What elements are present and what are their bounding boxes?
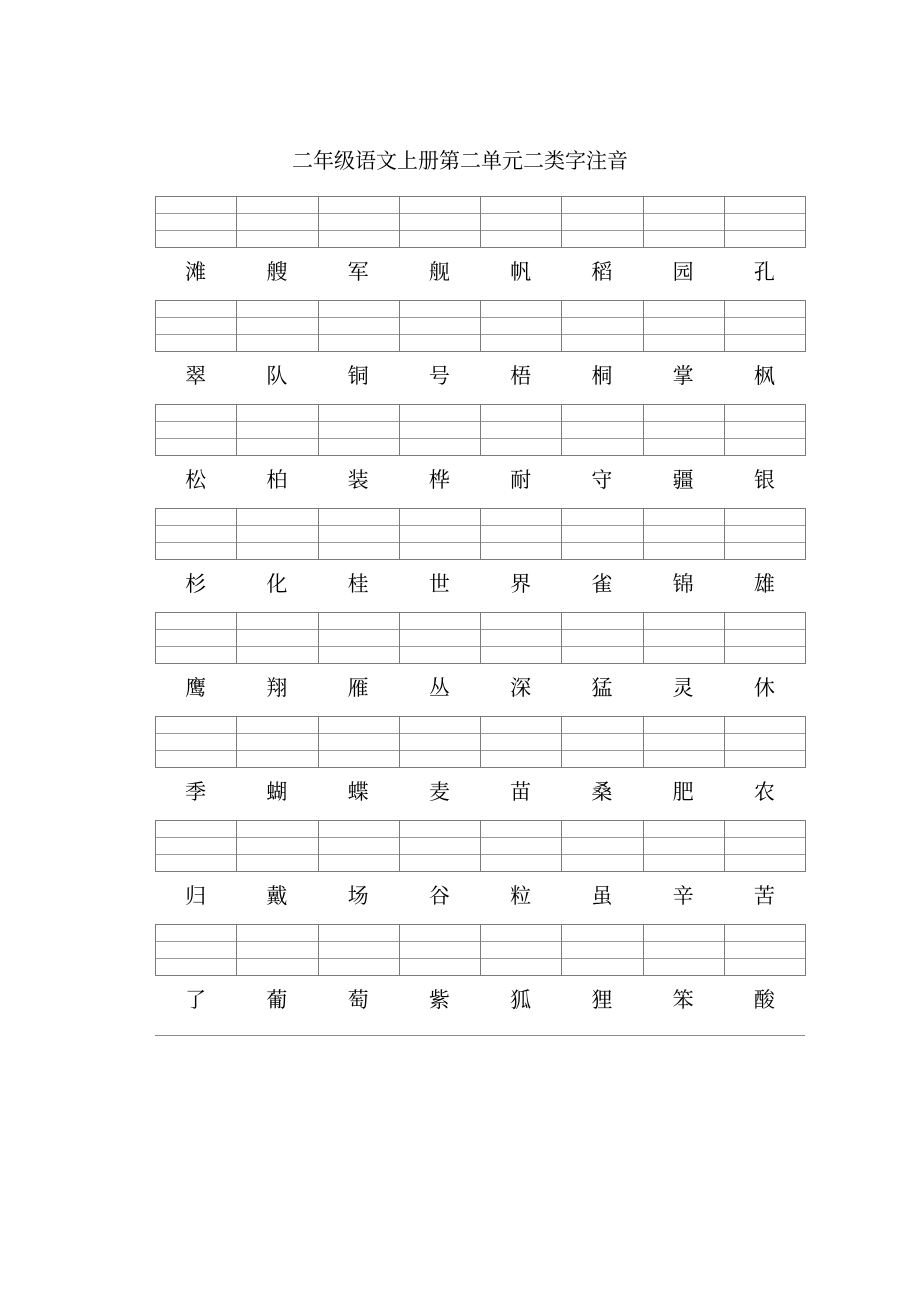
pinyin-box[interactable] — [725, 717, 805, 767]
guide-line — [400, 958, 480, 959]
bottom-divider — [155, 1035, 805, 1036]
guide-line — [562, 317, 642, 318]
guide-line — [644, 317, 724, 318]
guide-line — [725, 854, 805, 855]
hanzi-character: 银 — [753, 468, 775, 492]
pinyin-box[interactable] — [644, 925, 725, 975]
guide-line — [644, 733, 724, 734]
guide-line — [400, 854, 480, 855]
hanzi-character: 孔 — [753, 260, 775, 284]
guide-line — [400, 213, 480, 214]
hanzi-character: 归 — [185, 884, 207, 908]
hanzi-character: 队 — [266, 364, 288, 388]
guide-line — [319, 837, 399, 838]
hanzi-character: 丛 — [428, 676, 450, 700]
hanzi-character: 守 — [591, 468, 613, 492]
guide-line — [481, 854, 561, 855]
guide-line — [319, 646, 399, 647]
pinyin-box[interactable] — [725, 613, 805, 663]
guide-line — [400, 421, 480, 422]
guide-line — [237, 542, 317, 543]
guide-line — [562, 525, 642, 526]
guide-line — [481, 958, 561, 959]
guide-line — [319, 733, 399, 734]
hanzi-character: 化 — [266, 572, 288, 596]
pinyin-box[interactable] — [400, 301, 481, 351]
guide-line — [237, 334, 317, 335]
hanzi-character: 梧 — [510, 364, 532, 388]
pinyin-box[interactable] — [725, 821, 805, 871]
guide-line — [481, 750, 561, 751]
guide-line — [156, 854, 236, 855]
hanzi-character: 雄 — [753, 572, 775, 596]
guide-line — [481, 421, 561, 422]
hanzi-character: 狸 — [591, 988, 613, 1012]
guide-line — [156, 438, 236, 439]
guide-line — [562, 854, 642, 855]
guide-line — [237, 941, 317, 942]
hanzi-character: 翔 — [266, 676, 288, 700]
guide-line — [725, 629, 805, 630]
worksheet — [155, 196, 805, 1028]
hanzi-character: 园 — [672, 260, 694, 284]
pinyin-box[interactable] — [725, 301, 805, 351]
pinyin-writing-grid — [155, 612, 806, 664]
guide-line — [644, 750, 724, 751]
guide-line — [156, 733, 236, 734]
guide-line — [725, 958, 805, 959]
exercise-row — [155, 924, 805, 1028]
hanzi-character: 深 — [510, 676, 532, 700]
guide-line — [562, 629, 642, 630]
pinyin-box[interactable] — [562, 925, 643, 975]
pinyin-box[interactable] — [237, 925, 318, 975]
guide-line — [481, 941, 561, 942]
pinyin-box[interactable] — [644, 613, 725, 663]
guide-line — [156, 750, 236, 751]
pinyin-box[interactable] — [481, 717, 562, 767]
pinyin-box[interactable] — [644, 301, 725, 351]
guide-line — [725, 525, 805, 526]
guide-line — [400, 629, 480, 630]
guide-line — [562, 334, 642, 335]
pinyin-box[interactable] — [156, 405, 237, 455]
guide-line — [481, 733, 561, 734]
pinyin-box[interactable] — [319, 405, 400, 455]
pinyin-box[interactable] — [562, 509, 643, 559]
guide-line — [481, 837, 561, 838]
guide-line — [725, 733, 805, 734]
guide-line — [400, 750, 480, 751]
guide-line — [156, 958, 236, 959]
guide-line — [237, 438, 317, 439]
guide-line — [644, 854, 724, 855]
hanzi-character: 翠 — [185, 364, 207, 388]
hanzi-character: 掌 — [672, 364, 694, 388]
guide-line — [481, 317, 561, 318]
pinyin-box[interactable] — [156, 301, 237, 351]
guide-line — [481, 213, 561, 214]
guide-line — [481, 542, 561, 543]
pinyin-writing-grid — [155, 924, 806, 976]
guide-line — [725, 438, 805, 439]
guide-line — [237, 230, 317, 231]
hanzi-character: 谷 — [428, 884, 450, 908]
exercise-row — [155, 404, 805, 508]
guide-line — [319, 542, 399, 543]
pinyin-box[interactable] — [481, 405, 562, 455]
hanzi-character: 柏 — [266, 468, 288, 492]
pinyin-box[interactable] — [237, 821, 318, 871]
guide-line — [156, 230, 236, 231]
pinyin-box[interactable] — [562, 197, 643, 247]
pinyin-box[interactable] — [481, 301, 562, 351]
exercise-row — [155, 612, 805, 716]
guide-line — [644, 334, 724, 335]
hanzi-character: 酸 — [753, 988, 775, 1012]
guide-line — [562, 438, 642, 439]
pinyin-box[interactable] — [319, 925, 400, 975]
pinyin-box[interactable] — [319, 717, 400, 767]
guide-line — [644, 629, 724, 630]
guide-line — [156, 629, 236, 630]
guide-line — [644, 525, 724, 526]
pinyin-box[interactable] — [481, 509, 562, 559]
guide-line — [237, 629, 317, 630]
hanzi-character: 耐 — [510, 468, 532, 492]
pinyin-box[interactable] — [237, 613, 318, 663]
pinyin-box[interactable] — [156, 509, 237, 559]
guide-line — [400, 230, 480, 231]
pinyin-box[interactable] — [644, 717, 725, 767]
exercise-row — [155, 300, 805, 404]
hanzi-character: 狐 — [510, 988, 532, 1012]
pinyin-box[interactable] — [237, 509, 318, 559]
hanzi-character: 军 — [347, 260, 369, 284]
character-row — [155, 880, 805, 912]
guide-line — [725, 230, 805, 231]
pinyin-box[interactable] — [319, 301, 400, 351]
pinyin-box[interactable] — [319, 509, 400, 559]
guide-line — [481, 438, 561, 439]
guide-line — [156, 837, 236, 838]
guide-line — [319, 438, 399, 439]
guide-line — [644, 213, 724, 214]
guide-line — [562, 958, 642, 959]
guide-line — [725, 317, 805, 318]
guide-line — [400, 317, 480, 318]
character-row — [155, 568, 805, 600]
guide-line — [725, 334, 805, 335]
hanzi-character: 苗 — [510, 780, 532, 804]
guide-line — [237, 958, 317, 959]
guide-line — [644, 646, 724, 647]
guide-line — [237, 317, 317, 318]
pinyin-box[interactable] — [400, 925, 481, 975]
hanzi-character: 麦 — [428, 780, 450, 804]
hanzi-character: 雁 — [347, 676, 369, 700]
guide-line — [319, 958, 399, 959]
pinyin-box[interactable] — [400, 197, 481, 247]
hanzi-character: 稻 — [591, 260, 613, 284]
pinyin-box[interactable] — [562, 301, 643, 351]
hanzi-character: 松 — [185, 468, 207, 492]
pinyin-box[interactable] — [319, 821, 400, 871]
guide-line — [156, 317, 236, 318]
guide-line — [319, 317, 399, 318]
guide-line — [725, 646, 805, 647]
pinyin-box[interactable] — [644, 821, 725, 871]
guide-line — [644, 941, 724, 942]
character-row — [155, 672, 805, 704]
pinyin-writing-grid — [155, 716, 806, 768]
hanzi-character: 艘 — [266, 260, 288, 284]
guide-line — [644, 421, 724, 422]
guide-line — [156, 421, 236, 422]
guide-line — [725, 213, 805, 214]
hanzi-character: 农 — [753, 780, 775, 804]
guide-line — [237, 733, 317, 734]
hanzi-character: 戴 — [266, 884, 288, 908]
guide-line — [237, 525, 317, 526]
guide-line — [319, 525, 399, 526]
guide-line — [237, 646, 317, 647]
guide-line — [562, 646, 642, 647]
pinyin-box[interactable] — [644, 509, 725, 559]
guide-line — [400, 646, 480, 647]
pinyin-box[interactable] — [156, 613, 237, 663]
character-row — [155, 984, 805, 1016]
exercise-row — [155, 820, 805, 924]
exercise-row — [155, 508, 805, 612]
hanzi-character: 蝶 — [347, 780, 369, 804]
pinyin-box[interactable] — [156, 821, 237, 871]
hanzi-character: 号 — [428, 364, 450, 388]
guide-line — [319, 750, 399, 751]
hanzi-character: 萄 — [347, 988, 369, 1012]
hanzi-character: 枫 — [753, 364, 775, 388]
pinyin-box[interactable] — [400, 613, 481, 663]
pinyin-box[interactable] — [319, 197, 400, 247]
guide-line — [644, 438, 724, 439]
character-row — [155, 360, 805, 392]
guide-line — [644, 958, 724, 959]
guide-line — [400, 542, 480, 543]
hanzi-character: 桂 — [347, 572, 369, 596]
hanzi-character: 疆 — [672, 468, 694, 492]
pinyin-box[interactable] — [644, 197, 725, 247]
pinyin-box[interactable] — [481, 925, 562, 975]
guide-line — [562, 230, 642, 231]
pinyin-box[interactable] — [400, 821, 481, 871]
character-row — [155, 256, 805, 288]
hanzi-character: 蝴 — [266, 780, 288, 804]
pinyin-box[interactable] — [237, 717, 318, 767]
pinyin-writing-grid — [155, 300, 806, 352]
pinyin-box[interactable] — [644, 405, 725, 455]
guide-line — [156, 334, 236, 335]
guide-line — [481, 629, 561, 630]
hanzi-character: 铜 — [347, 364, 369, 388]
pinyin-writing-grid — [155, 196, 806, 248]
guide-line — [319, 334, 399, 335]
character-row — [155, 464, 805, 496]
guide-line — [237, 421, 317, 422]
hanzi-character: 世 — [428, 572, 450, 596]
hanzi-character: 猛 — [591, 676, 613, 700]
page-title: 二年级语文上册第二单元二类字注音 — [292, 149, 628, 173]
guide-line — [156, 213, 236, 214]
guide-line — [725, 421, 805, 422]
guide-line — [237, 854, 317, 855]
guide-line — [725, 837, 805, 838]
pinyin-box[interactable] — [319, 613, 400, 663]
guide-line — [400, 733, 480, 734]
hanzi-character: 笨 — [672, 988, 694, 1012]
hanzi-character: 粒 — [510, 884, 532, 908]
hanzi-character: 休 — [753, 676, 775, 700]
hanzi-character: 了 — [185, 988, 207, 1012]
guide-line — [156, 941, 236, 942]
pinyin-box[interactable] — [725, 509, 805, 559]
hanzi-character: 辛 — [672, 884, 694, 908]
guide-line — [562, 733, 642, 734]
guide-line — [562, 837, 642, 838]
guide-line — [319, 854, 399, 855]
pinyin-box[interactable] — [481, 613, 562, 663]
pinyin-box[interactable] — [725, 197, 805, 247]
pinyin-box[interactable] — [725, 925, 805, 975]
guide-line — [319, 421, 399, 422]
guide-line — [562, 750, 642, 751]
pinyin-box[interactable] — [562, 405, 643, 455]
guide-line — [481, 525, 561, 526]
hanzi-character: 界 — [510, 572, 532, 596]
exercise-row — [155, 196, 805, 300]
guide-line — [562, 213, 642, 214]
hanzi-character: 虽 — [591, 884, 613, 908]
pinyin-box[interactable] — [562, 821, 643, 871]
guide-line — [319, 213, 399, 214]
pinyin-box[interactable] — [725, 405, 805, 455]
hanzi-character: 雀 — [591, 572, 613, 596]
hanzi-character: 杉 — [185, 572, 207, 596]
pinyin-box[interactable] — [156, 925, 237, 975]
guide-line — [481, 646, 561, 647]
hanzi-character: 桦 — [428, 468, 450, 492]
pinyin-box[interactable] — [400, 717, 481, 767]
guide-line — [725, 542, 805, 543]
pinyin-box[interactable] — [237, 197, 318, 247]
guide-line — [237, 213, 317, 214]
guide-line — [400, 941, 480, 942]
guide-line — [725, 750, 805, 751]
guide-line — [319, 941, 399, 942]
guide-line — [481, 334, 561, 335]
pinyin-box[interactable] — [156, 197, 237, 247]
guide-line — [400, 334, 480, 335]
hanzi-character: 葡 — [266, 988, 288, 1012]
pinyin-box[interactable] — [481, 197, 562, 247]
pinyin-writing-grid — [155, 820, 806, 872]
hanzi-character: 鹰 — [185, 676, 207, 700]
pinyin-box[interactable] — [562, 613, 643, 663]
pinyin-box[interactable] — [400, 509, 481, 559]
guide-line — [644, 230, 724, 231]
guide-line — [725, 941, 805, 942]
hanzi-character: 帆 — [510, 260, 532, 284]
guide-line — [644, 542, 724, 543]
guide-line — [400, 837, 480, 838]
guide-line — [562, 421, 642, 422]
guide-line — [237, 837, 317, 838]
guide-line — [319, 230, 399, 231]
pinyin-box[interactable] — [400, 405, 481, 455]
exercise-row — [155, 716, 805, 820]
hanzi-character: 桑 — [591, 780, 613, 804]
pinyin-box[interactable] — [481, 821, 562, 871]
guide-line — [562, 941, 642, 942]
guide-line — [237, 750, 317, 751]
guide-line — [400, 525, 480, 526]
guide-line — [156, 646, 236, 647]
hanzi-character: 肥 — [672, 780, 694, 804]
hanzi-character: 苦 — [753, 884, 775, 908]
guide-line — [156, 542, 236, 543]
pinyin-box[interactable] — [237, 301, 318, 351]
hanzi-character: 锦 — [672, 572, 694, 596]
pinyin-box[interactable] — [156, 717, 237, 767]
pinyin-box[interactable] — [562, 717, 643, 767]
guide-line — [400, 438, 480, 439]
pinyin-writing-grid — [155, 404, 806, 456]
hanzi-character: 桐 — [591, 364, 613, 388]
guide-line — [481, 230, 561, 231]
guide-line — [156, 525, 236, 526]
hanzi-character: 紫 — [428, 988, 450, 1012]
guide-line — [644, 837, 724, 838]
character-row — [155, 776, 805, 808]
hanzi-character: 滩 — [185, 260, 207, 284]
hanzi-character: 装 — [347, 468, 369, 492]
guide-line — [562, 542, 642, 543]
hanzi-character: 灵 — [672, 676, 694, 700]
pinyin-writing-grid — [155, 508, 806, 560]
guide-line — [319, 629, 399, 630]
hanzi-character: 舰 — [428, 260, 450, 284]
pinyin-box[interactable] — [237, 405, 318, 455]
hanzi-character: 场 — [347, 884, 369, 908]
hanzi-character: 季 — [185, 780, 207, 804]
